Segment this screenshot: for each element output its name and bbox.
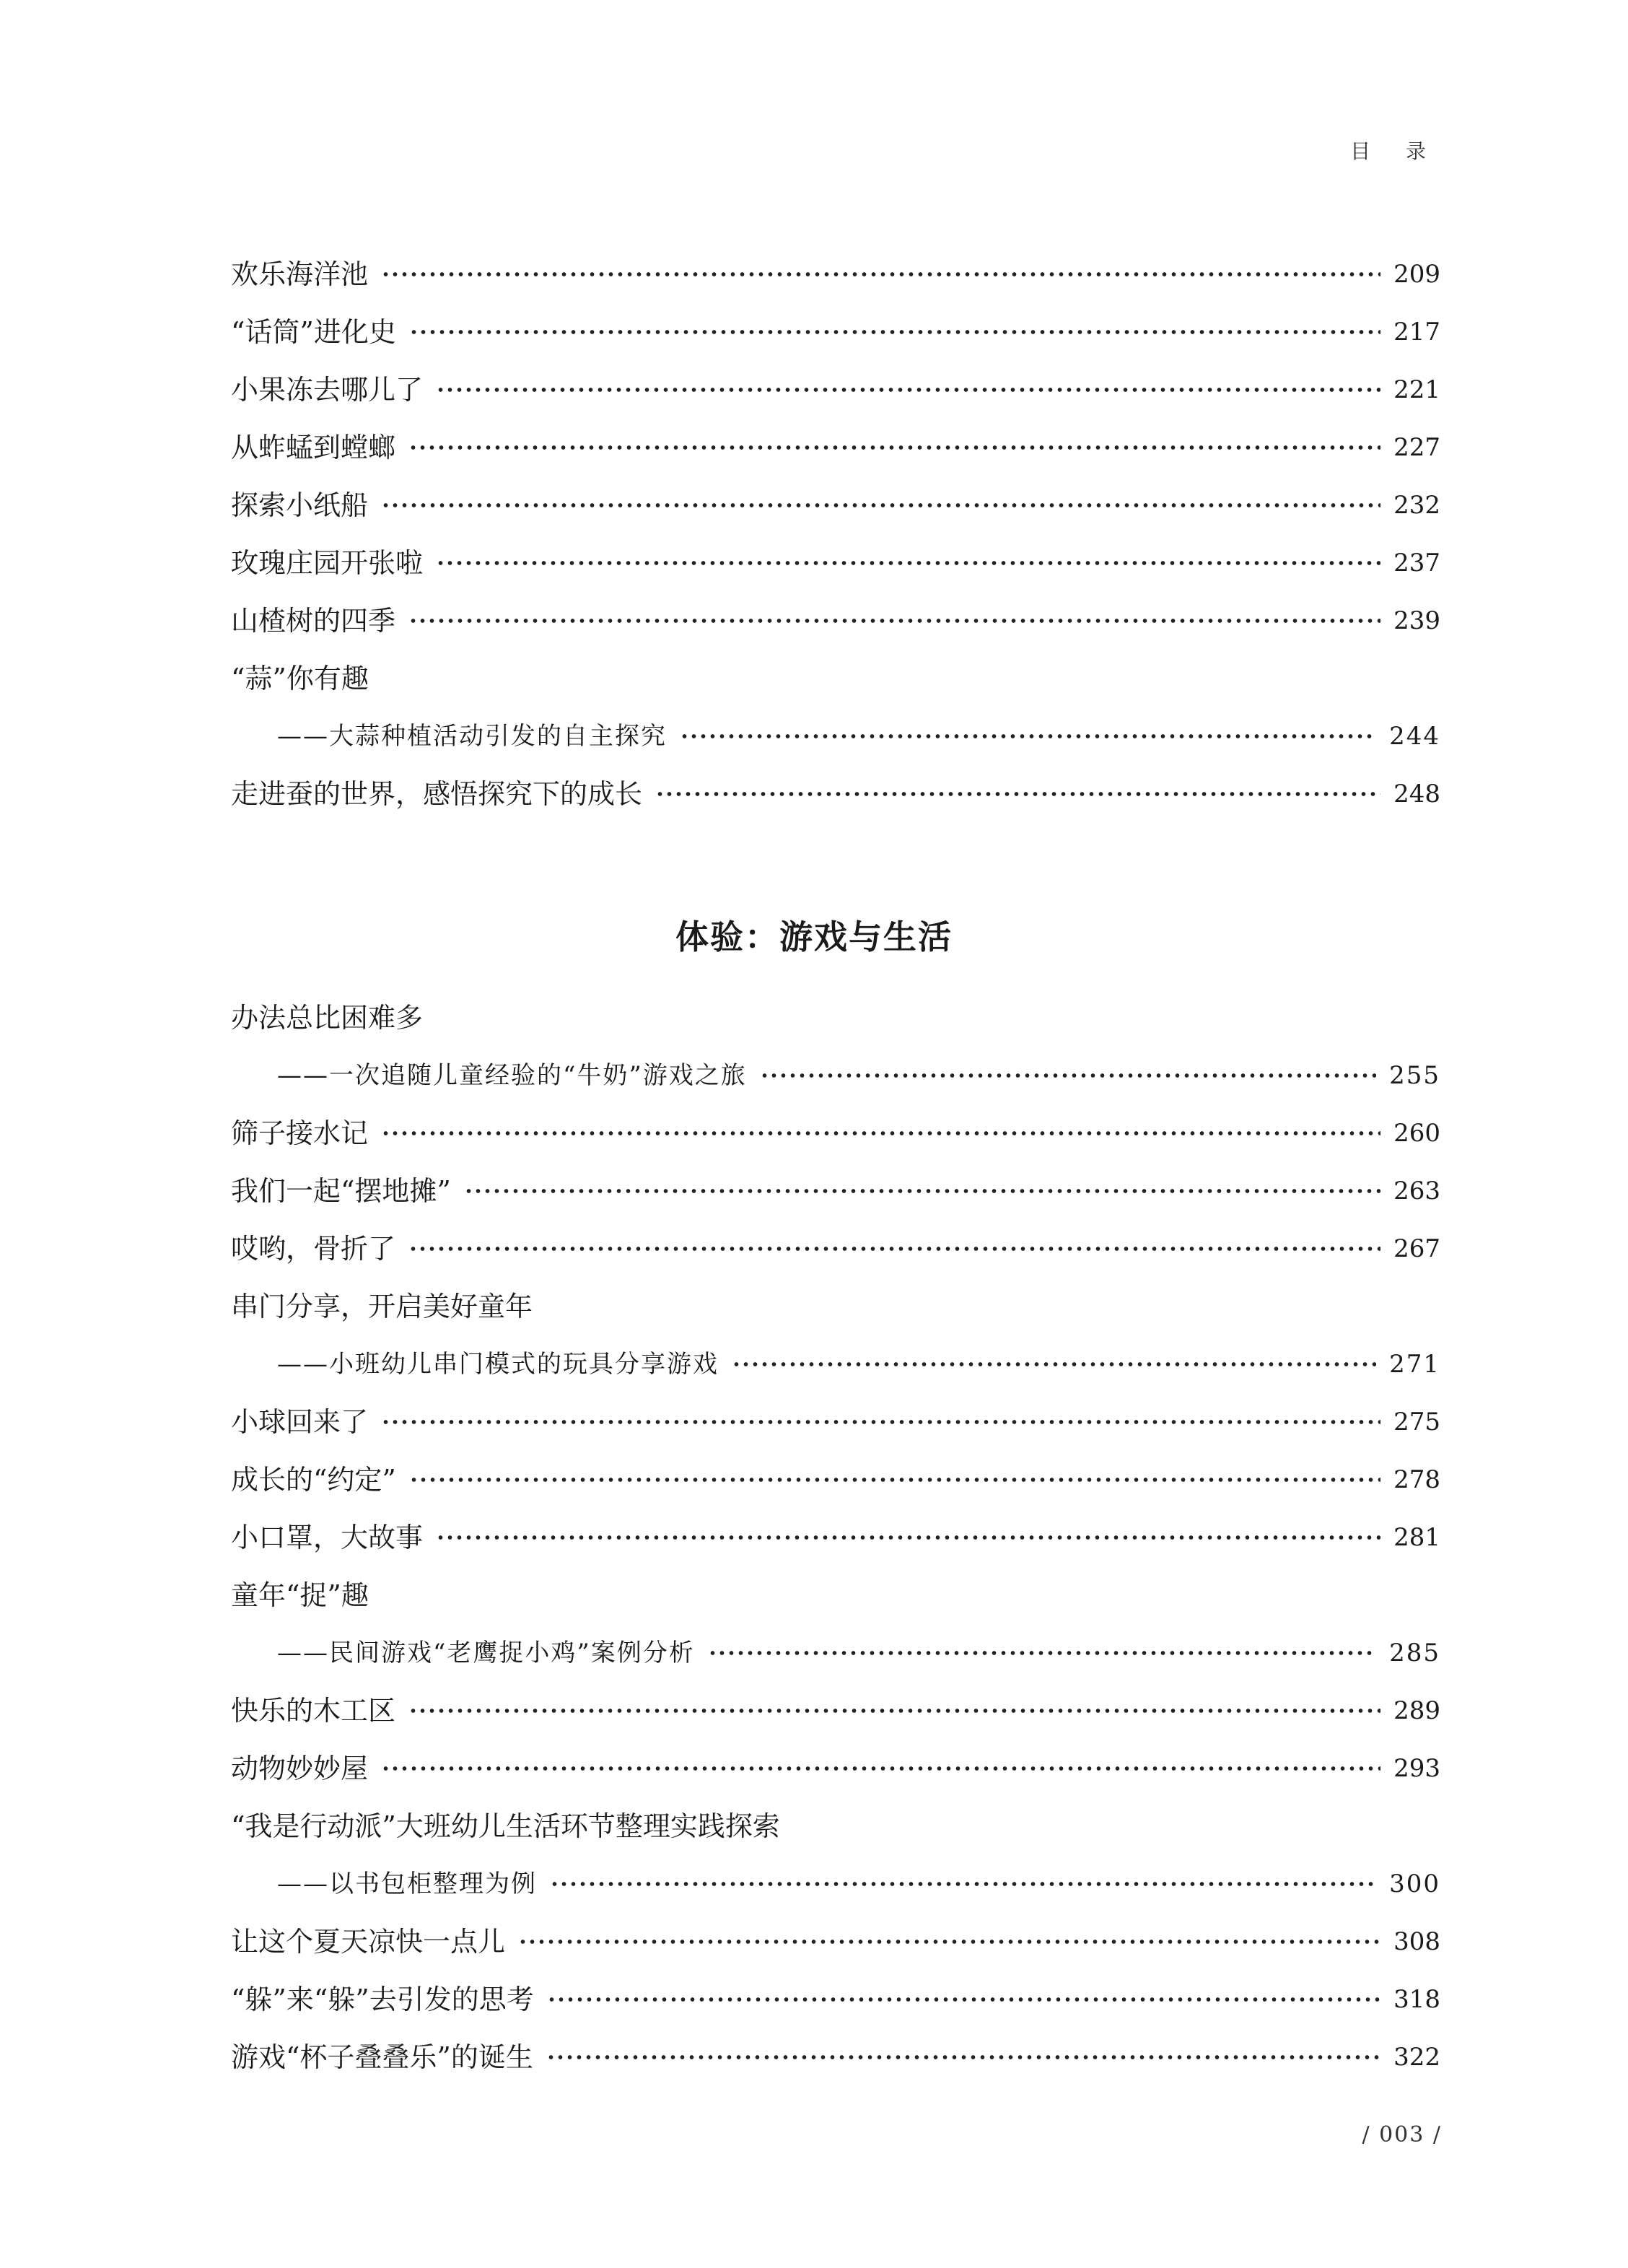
toc-page-number: 293 bbox=[1393, 1754, 1440, 1783]
toc-page-number: 318 bbox=[1393, 1985, 1440, 2014]
toc-page-number: 221 bbox=[1393, 375, 1440, 404]
dot-leader bbox=[550, 1881, 1376, 1887]
toc-title: “我是行动派”大班幼儿生活环节整理实践探索 bbox=[231, 1810, 780, 1842]
dot-leader bbox=[408, 1246, 1380, 1252]
toc-page-number: 278 bbox=[1393, 1465, 1440, 1494]
dot-leader bbox=[436, 560, 1380, 566]
toc-title: 办法总比困难多 bbox=[231, 1002, 424, 1034]
toc-title: 筛子接水记 bbox=[231, 1117, 369, 1149]
toc-page-number: 271 bbox=[1389, 1350, 1440, 1379]
dot-leader bbox=[381, 1766, 1380, 1771]
toc-title: 让这个夏天凉快一点儿 bbox=[231, 1926, 506, 1958]
toc-entry-row[interactable] bbox=[231, 1971, 1440, 2028]
toc-page-number: 308 bbox=[1393, 1927, 1440, 1956]
dot-leader bbox=[381, 502, 1380, 508]
toc-subtitle: ——以书包柜整理为例 bbox=[277, 1870, 537, 1898]
toc-page-number: 227 bbox=[1393, 433, 1440, 462]
toc-entry-row[interactable] bbox=[231, 1393, 1440, 1451]
toc-page-number: 239 bbox=[1393, 606, 1440, 635]
toc-entry-row[interactable] bbox=[231, 1451, 1440, 1509]
toc-entry-row[interactable] bbox=[231, 2028, 1440, 2086]
toc-title: 动物妙妙屋 bbox=[231, 1753, 369, 1784]
toc-subtitle: ——大蒜种植活动引发的自主探究 bbox=[277, 722, 667, 751]
dot-leader bbox=[547, 1997, 1380, 2002]
dot-leader bbox=[409, 1477, 1380, 1483]
dot-leader bbox=[760, 1073, 1376, 1078]
toc-page-number: 281 bbox=[1393, 1523, 1440, 1552]
toc-entry-row[interactable] bbox=[231, 1104, 1440, 1162]
dot-leader bbox=[408, 618, 1380, 624]
toc-page-number: 209 bbox=[1393, 260, 1440, 289]
section-heading: 体验：游戏与生活 bbox=[675, 917, 953, 956]
toc-title: 成长的“约定” bbox=[231, 1464, 396, 1496]
toc-subtitle: ——小班幼儿串门模式的玩具分享游戏 bbox=[277, 1350, 719, 1379]
toc-entry-row[interactable] bbox=[231, 1797, 1440, 1855]
toc-page-number: 248 bbox=[1393, 780, 1440, 808]
toc-page-number: 300 bbox=[1389, 1870, 1440, 1898]
dot-leader bbox=[464, 1188, 1380, 1194]
dot-leader bbox=[381, 1130, 1380, 1136]
toc-page-number: 232 bbox=[1393, 491, 1440, 520]
toc-title: 游戏“杯子叠叠乐”的诞生 bbox=[231, 2041, 533, 2073]
dot-leader bbox=[381, 1419, 1380, 1425]
toc-entry-row[interactable] bbox=[231, 765, 1440, 823]
dot-leader bbox=[546, 2054, 1380, 2060]
toc-entry-row[interactable] bbox=[231, 1278, 1440, 1335]
page-number: / 003 / bbox=[1362, 2122, 1442, 2147]
toc-page-number: 285 bbox=[1389, 1639, 1440, 1667]
toc-title: 童年“捉”趣 bbox=[231, 1579, 369, 1611]
toc-page-number: 289 bbox=[1393, 1696, 1440, 1725]
toc-entry-row[interactable] bbox=[231, 534, 1440, 592]
toc-title: 欢乐海洋池 bbox=[231, 258, 369, 290]
dot-leader bbox=[409, 329, 1380, 335]
toc-page-number: 217 bbox=[1393, 318, 1440, 346]
toc-entry-row[interactable] bbox=[231, 361, 1440, 419]
toc-subtitle: ——一次追随儿童经验的“牛奶”游戏之旅 bbox=[277, 1061, 747, 1090]
toc-title: 走进蚕的世界，感悟探究下的成长 bbox=[231, 778, 643, 810]
toc-entry-row[interactable] bbox=[231, 419, 1440, 476]
toc-page-number: 244 bbox=[1389, 722, 1440, 751]
toc-page-number: 267 bbox=[1393, 1234, 1440, 1263]
toc-page-number: 322 bbox=[1393, 2043, 1440, 2072]
dot-leader bbox=[408, 1708, 1380, 1714]
toc-title: “蒜”你有趣 bbox=[231, 663, 369, 694]
toc-entry-row[interactable] bbox=[231, 476, 1440, 534]
dot-leader bbox=[518, 1939, 1380, 1945]
toc-section-two bbox=[231, 989, 1440, 2086]
toc-entry-row[interactable] bbox=[231, 1509, 1440, 1566]
dot-leader bbox=[708, 1650, 1376, 1656]
dot-leader bbox=[381, 271, 1380, 277]
dot-leader bbox=[655, 791, 1380, 797]
dot-leader bbox=[436, 1535, 1380, 1540]
toc-title: 我们一起“摆地摊” bbox=[231, 1175, 451, 1207]
toc-title: 从蚱蜢到螳螂 bbox=[231, 432, 396, 463]
toc-page-number: 260 bbox=[1393, 1119, 1440, 1148]
toc-entry-row[interactable] bbox=[231, 303, 1440, 361]
toc-entry-row[interactable] bbox=[231, 1682, 1440, 1740]
toc-page-number: 263 bbox=[1393, 1177, 1440, 1205]
toc-page-number: 255 bbox=[1389, 1061, 1440, 1090]
toc-entry-row[interactable] bbox=[231, 1162, 1440, 1220]
toc-title: 小球回来了 bbox=[231, 1406, 369, 1438]
toc-subtitle-row[interactable] bbox=[231, 1855, 1440, 1913]
toc-entry-row[interactable] bbox=[231, 245, 1440, 303]
toc-subtitle: ——民间游戏“老鹰捉小鸡”案例分析 bbox=[277, 1639, 695, 1667]
toc-entry-row[interactable] bbox=[231, 1566, 1440, 1624]
toc-title: “话筒”进化史 bbox=[231, 316, 396, 348]
toc-title: 玫瑰庄园开张啦 bbox=[231, 547, 424, 579]
toc-title: 小果冻去哪儿了 bbox=[231, 374, 424, 406]
toc-title: 串门分享，开启美好童年 bbox=[231, 1291, 533, 1322]
toc-subtitle-row[interactable] bbox=[231, 1335, 1440, 1393]
toc-entry-row[interactable] bbox=[231, 989, 1440, 1047]
dot-leader bbox=[408, 445, 1380, 450]
toc-entry-row[interactable] bbox=[231, 592, 1440, 650]
toc-page-number: 237 bbox=[1393, 549, 1440, 577]
toc-title: “躲”来“躲”去引发的思考 bbox=[231, 1984, 534, 2015]
chapter-header: 目 录 bbox=[1350, 139, 1440, 163]
toc-entry-row[interactable] bbox=[231, 650, 1440, 707]
toc-title: 快乐的木工区 bbox=[231, 1695, 396, 1727]
toc-subtitle-row[interactable] bbox=[231, 1047, 1440, 1104]
toc-title: 哎哟，骨折了 bbox=[231, 1233, 396, 1265]
toc-entry-row[interactable] bbox=[231, 1913, 1440, 1971]
dot-leader bbox=[732, 1361, 1376, 1367]
dot-leader bbox=[680, 733, 1376, 739]
toc-entry-row[interactable] bbox=[231, 1740, 1440, 1797]
dot-leader bbox=[436, 387, 1380, 393]
toc-subtitle-row[interactable] bbox=[231, 1624, 1440, 1682]
toc-subtitle-row[interactable] bbox=[231, 707, 1440, 765]
toc-title: 探索小纸船 bbox=[231, 489, 369, 521]
toc-title: 山楂树的四季 bbox=[231, 605, 396, 637]
toc-entry-row[interactable] bbox=[231, 1220, 1440, 1278]
toc-title: 小口罩，大故事 bbox=[231, 1522, 424, 1553]
toc-page-number: 275 bbox=[1393, 1408, 1440, 1436]
toc-section-one bbox=[231, 245, 1440, 823]
